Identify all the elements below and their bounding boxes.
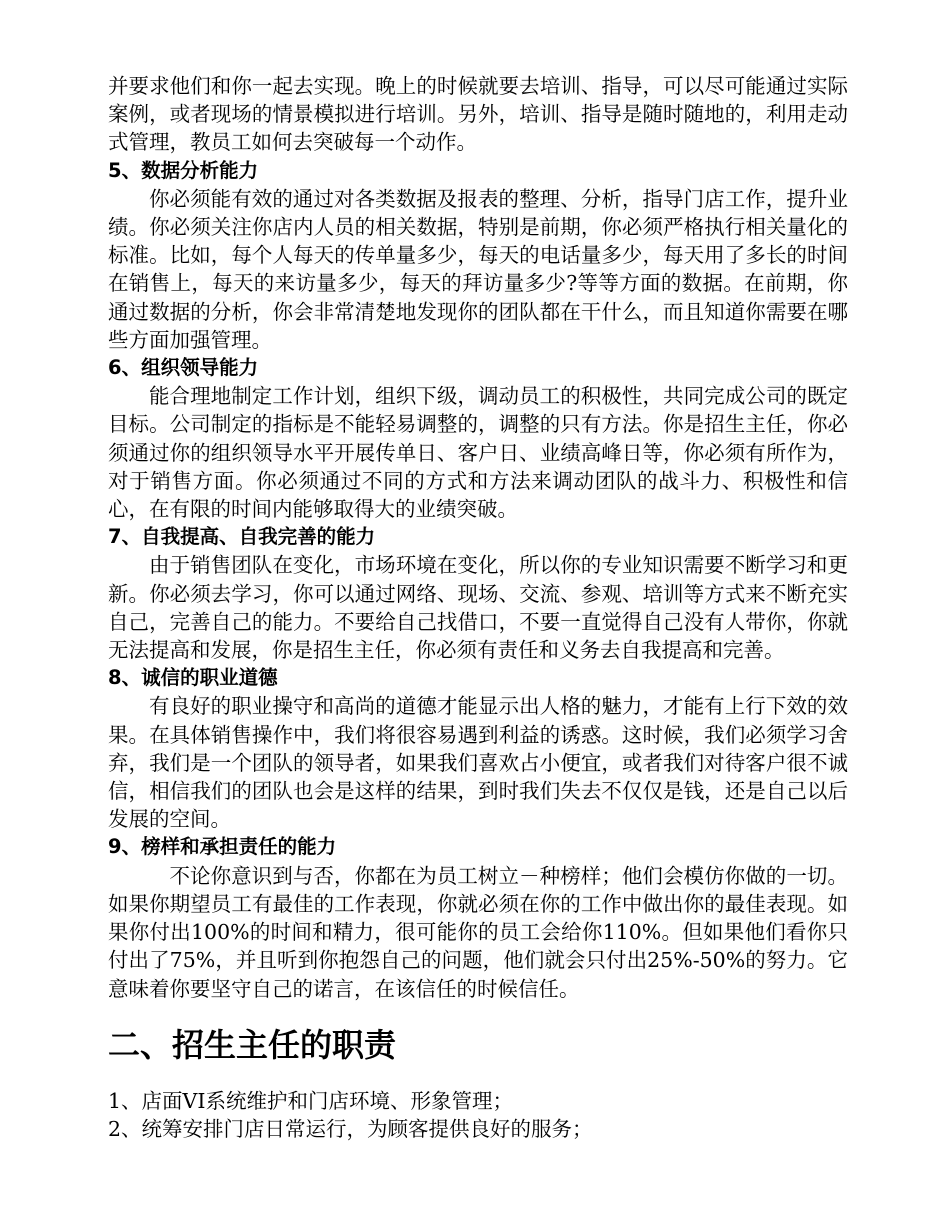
section-heading-leadership: 6、组织领导能力 (108, 356, 259, 380)
duty-item-1: 1、店面VI系统维护和门店环境、形象管理； (108, 1088, 513, 1113)
section-body-data-analysis: 你必须能有效的通过对各类数据及报表的整理、分析，指导门店工作，提升业绩。你必须关注你店内人员的相关数据，特别是前期，你必须严格执行相关量化的标准。比如，每个人每天的传单量多少，每天的电话量多少，每天用了多长的时间在销售上，每天的来访量多少，每天的拜访量多少?等等方面的数据。在前期，你通过数据的分析，你会非常清楚地发现你的团队都在干什么，而且知道你需要在哪些方面加强管理。 (108, 186, 848, 352)
intro-paragraph: 并要求他们和你一起去实现。晚上的时候就要去培训、指导，可以尽可能通过实际案例，或者现场的情景模拟进行培训。另外，培训、指导是随时随地的，利用走动式管理，教员工如何去突破每一个动作。 (108, 74, 848, 155)
section-body-role-model: 不论你意识到与否，你都在为员工树立－种榜样；他们会模仿你做的一切。如果你期望员工有最佳的工作表现，你就必须在你的工作中做出你的最佳表现。如果你付出100%的时间和精力，很可能你的员工会给你110%。但如果他们看你只付出了75%，并且听到你抱怨自己的问题，他们就会只付出25%-50%的努力。它意味着你要坚守自己的诺言，在该信任的时候信任。 (108, 863, 848, 1001)
duty-item-2: 2、统筹安排门店日常运行，为顾客提供良好的服务； (108, 1116, 593, 1141)
document-page (108, 72, 848, 1143)
section-heading-self-improvement: 7、自我提高、自我完善的能力 (108, 525, 376, 549)
chapter-heading: 二、招生主任的职责 (108, 1025, 397, 1064)
section-body-self-improvement: 由于销售团队在变化，市场环境在变化，所以你的专业知识需要不断学习和更新。你必须去学习，你可以通过网络、现场、交流、参观、培训等方式来不断充实自己，完善自己的能力。不要给自己找借口，不要一直觉得自己没有人带你，你就无法提高和发展，你是招生主任，你必须有责任和义务去自我提高和完善。 (108, 553, 848, 663)
section-heading-integrity: 8、诚信的职业道德 (108, 666, 278, 690)
section-body-integrity: 有良好的职业操守和高尚的道德才能显示出人格的魅力，才能有上行下效的效果。在具体销售操作中，我们将很容易遇到利益的诱惑。这时候，我们必须学习舍弃，我们是一个团队的领导者，如果我们喜欢占小便宜，或者我们对待客户很不诚信，相信我们的团队也会是这样的结果，到时我们失去不仅仅是钱，还是自己以后发展的空间。 (108, 694, 848, 832)
section-heading-data-analysis: 5、数据分析能力 (108, 158, 259, 182)
section-heading-role-model: 9、榜样和承担责任的能力 (108, 835, 337, 859)
section-body-leadership: 能合理地制定工作计划，组织下级，调动员工的积极性，共同完成公司的既定目标。公司制定的指标是不能轻易调整的，调整的只有方法。你是招生主任，你必须通过你的组织领导水平开展传单日、客户日、业绩高峰日等，你必须有所作为，对于销售方面。你必须通过不同的方式和方法来调动团队的战斗力、积极性和信心，在有限的时间内能够取得大的业绩突破。 (108, 384, 848, 522)
